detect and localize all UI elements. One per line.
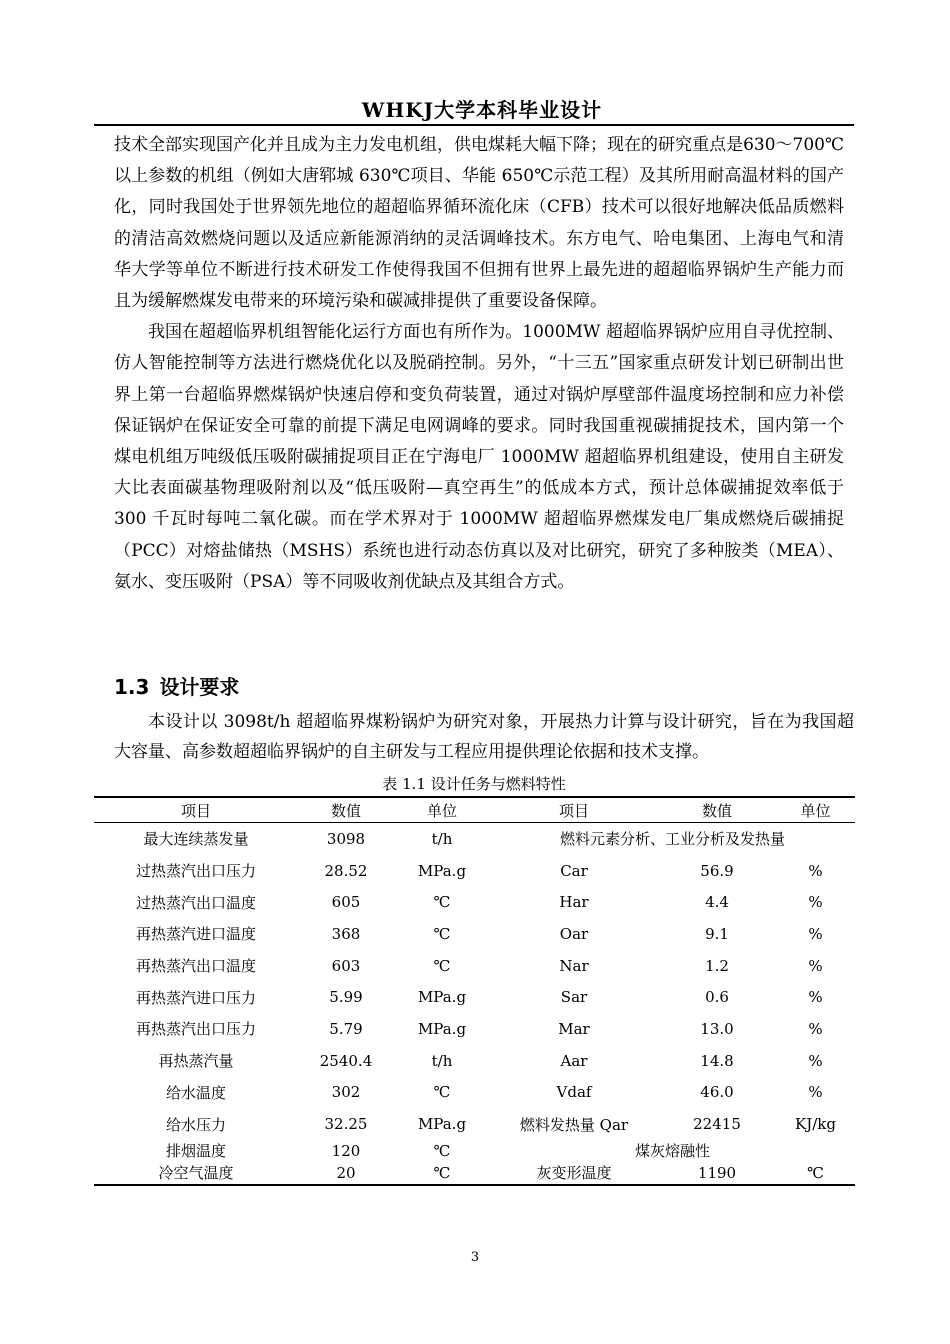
table-cell: ℃ — [433, 1163, 451, 1182]
table-row — [94, 1108, 855, 1140]
table-cell: 再热蒸汽量 — [158, 1052, 234, 1071]
table-cell: t/h — [431, 829, 453, 848]
paragraph-1: 技术全部实现国产化并且成为主力发电机组，供电煤耗大幅下降；现在的研究重点是630～700℃以上参数的机组（例如大唐郓城 630℃项目、华能 650℃示范工程）及其所用耐高温材料的国产化，同时我国处于世界领先地位的超超临界循环流化床（CFB）技术可以很好地解决低品质燃料的清洁高效燃烧问题以及适应新能源消纳的灵活调峰技术。东方电气、哈电集团、上海电气和清华大学等单位不断进行技术研发工作使得我国不但拥有世界上最先进的超超临界锅炉生产能力而且为缓解燃煤发电带来的环境污染和碳减排提供了重要设备保障。 — [114, 135, 844, 312]
table-row — [94, 855, 855, 887]
paragraph-2: 我国在超超临界机组智能化运行方面也有所作为。1000MW 超超临界锅炉应用自寻优控制、仿人智能控制等方法进行燃烧优化以及脱硝控制。另外，“十三五”国家重点研发计划已研制出世界上第一台超临界燃煤锅炉快速启停和变负荷装置，通过对锅炉厚壁部件温度场控制和应力补偿保证锅炉在保证安全可靠的前提下满足电网调峰的要求。同时我国重视碳捕捉技术，国内第一个煤电机组万吨级低压吸附碳捕捉项目正在宁海电厂 1000MW 超超临界机组建设，使用自主研发大比表面碳基物理吸附剂以及“低压吸附—真空再生”的低成本方式，预计总体碳捕捉效率低于 300 千瓦时每吨二氧化碳。而在学术界对于 1000MW 超超临界燃煤发电厂集成燃烧后碳捕捉（PCC）对熔盐储热（MSHS）系统也进行动态仿真以及对比研究，研究了多种胺类（MEA）、氨水、变压吸附（PSA）等不同吸收剂优缺点及其组合方式。 — [114, 322, 844, 592]
table-row — [94, 1162, 855, 1185]
table-cell: 过热蒸汽出口压力 — [135, 862, 256, 881]
table-header-cell: 项目 — [490, 797, 658, 823]
table-cell: MPa.g — [417, 1019, 467, 1038]
table-header-row — [94, 797, 855, 823]
table-cell: 9.1 — [705, 924, 729, 943]
section-number: 1.3 — [114, 675, 150, 699]
table-cell: 给水压力 — [165, 1115, 226, 1134]
table-header-cell: 单位 — [776, 797, 855, 823]
table-cell: 368 — [331, 924, 361, 943]
section-title: 设计要求 — [159, 675, 240, 699]
table-cell: 2540.4 — [319, 1051, 373, 1070]
table-cell: 0.6 — [705, 988, 729, 1007]
section-heading — [114, 672, 714, 702]
table-cell: 46.0 — [700, 1083, 734, 1102]
table-cell: Oar — [559, 924, 589, 943]
table-cell: 5.79 — [329, 1019, 363, 1038]
body-text — [114, 130, 844, 598]
table-cell: 燃料发热量 Qar — [519, 1115, 629, 1134]
table-cell: % — [808, 893, 823, 912]
table-header-cell: 项目 — [94, 797, 298, 823]
table-cell: 灰变形温度 — [536, 1164, 612, 1183]
table-row — [94, 823, 855, 855]
table-cell: % — [808, 1019, 823, 1038]
table-row — [94, 1140, 855, 1162]
table-row — [94, 886, 855, 918]
table-cell: % — [808, 1083, 823, 1102]
table-cell: MPa.g — [417, 988, 467, 1007]
table-row — [94, 981, 855, 1013]
table-cell: 再热蒸汽进口温度 — [135, 925, 256, 944]
table-cell: MPa.g — [417, 1115, 467, 1134]
table-cell: Har — [559, 893, 589, 912]
table-cell: 过热蒸汽出口温度 — [135, 893, 256, 912]
page-number: 3 — [470, 1250, 480, 1265]
table-cell: 13.0 — [700, 1019, 734, 1038]
header-rule — [94, 124, 854, 126]
table-cell: 排烟温度 — [165, 1142, 226, 1161]
page-header-title: WHKJ大学本科毕业设计 — [361, 98, 603, 122]
table-cell: Sar — [560, 988, 588, 1007]
table-cell: 32.25 — [324, 1115, 368, 1134]
table-cell: % — [808, 1051, 823, 1070]
table-header-cell: 单位 — [394, 797, 490, 823]
table-cell: ℃ — [807, 1163, 824, 1182]
table-cell: % — [808, 956, 823, 975]
table-cell: 冷空气温度 — [158, 1164, 234, 1183]
table-cell: ℃ — [433, 1141, 451, 1160]
table-row — [94, 1013, 855, 1045]
table-cell: Car — [560, 861, 588, 880]
table-cell: MPa.g — [417, 861, 467, 880]
table-cell: 3098 — [326, 829, 366, 848]
table-cell: Mar — [558, 1019, 590, 1038]
table-cell: 14.8 — [700, 1051, 734, 1070]
table-cell-ash-fusion-header: 煤灰熔融性 — [634, 1142, 710, 1161]
table-cell: % — [808, 924, 823, 943]
table-cell: 4.4 — [705, 893, 729, 912]
table-row — [94, 1045, 855, 1077]
table-cell: 1190 — [697, 1163, 737, 1182]
table-header-cell: 数值 — [658, 797, 776, 823]
table-cell: % — [808, 988, 823, 1007]
table-cell: 605 — [331, 893, 361, 912]
table-cell: 120 — [331, 1141, 361, 1160]
table-cell: 20 — [336, 1163, 356, 1182]
table-cell: ℃ — [433, 893, 451, 912]
table-cell: KJ/kg — [795, 1115, 836, 1134]
table-cell: ℃ — [433, 1083, 451, 1102]
design-requirements-text — [114, 707, 854, 767]
table-cell: Aar — [560, 1051, 588, 1070]
table-cell: 22415 — [693, 1115, 741, 1134]
table-cell: 再热蒸汽出口温度 — [135, 957, 256, 976]
table-row — [94, 950, 855, 982]
table-cell: ℃ — [433, 924, 451, 943]
table-caption: 表 1.1 设计任务与燃料特性 — [382, 775, 566, 793]
design-spec-table — [94, 796, 855, 1186]
table-cell: 再热蒸汽出口压力 — [135, 1020, 256, 1039]
table-cell: Nar — [559, 956, 589, 975]
table-cell: 再热蒸汽进口压力 — [135, 988, 256, 1007]
table-cell: t/h — [431, 1051, 453, 1070]
table-cell: 28.52 — [324, 861, 368, 880]
table-cell: 给水温度 — [165, 1083, 226, 1102]
table-cell: Vdaf — [556, 1083, 592, 1102]
table-row — [94, 918, 855, 950]
table-cell: % — [808, 861, 823, 880]
table-cell: 302 — [331, 1083, 361, 1102]
table-cell: ℃ — [433, 956, 451, 975]
table-header-cell: 数值 — [298, 797, 394, 823]
table-cell: 5.99 — [329, 988, 363, 1007]
table-cell: 最大连续蒸发量 — [143, 830, 249, 849]
table-cell-fuel-analysis-header: 燃料元素分析、工业分析及发热量 — [559, 830, 785, 849]
paragraph-3: 本设计以 3098t/h 超超临界煤粉锅炉为研究对象，开展热力计算与设计研究，旨在为我国超大容量、高参数超超临界锅炉的自主研发与工程应用提供理论依据和技术支撑。 — [114, 712, 854, 762]
table-cell: 1.2 — [705, 956, 729, 975]
table-cell: 603 — [331, 956, 361, 975]
table-row — [94, 1077, 855, 1109]
table-cell: 56.9 — [700, 861, 734, 880]
